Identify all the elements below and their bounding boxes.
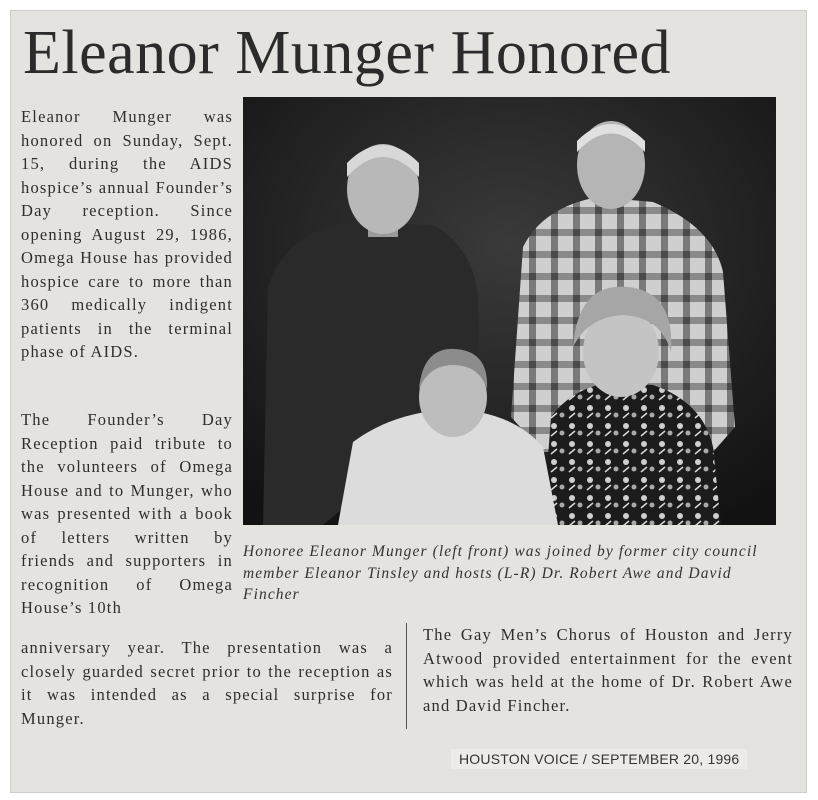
photo-caption: Honoree Eleanor Munger (left front) was joined by former city council member Eleanor Tinsley and hosts (L-R) Dr. Robert Awe and David Fincher xyxy=(243,543,758,603)
group-photo-image xyxy=(243,97,776,525)
headline: Eleanor Munger Honored xyxy=(23,19,672,87)
article-paragraph-2-wide: anniversary year. The presentation was a closely guarded secret prior to the reception as it was intended as a special surprise for Munger. xyxy=(21,638,393,728)
source-line: HOUSTON VOICE / SEPTEMBER 20, 1996 xyxy=(451,749,747,769)
article-paragraph-1: Eleanor Munger was honored on Sunday, Sept. 15, during the AIDS hospice’s annual Founder’s Day reception. Since opening August 29, 1986, Omega House has provided hospice care to more than 360 medically indigent patients in the terminal phase of AIDS. xyxy=(21,107,233,361)
article-paragraph-2-narrow: The Founder’s Day Reception paid tribute to the volunteers of Omega House and to Munger, who was presented with a book of letters written by friends and supporters in recognition of Omega House’s 10th xyxy=(21,410,233,617)
newspaper-clipping xyxy=(10,10,807,793)
article-paragraph-3: The Gay Men’s Chorus of Houston and Jerry Atwood provided entertainment for the event which was held at the home of Dr. Robert Awe and David Fincher. xyxy=(423,625,793,715)
column-divider xyxy=(406,623,407,729)
group-photo xyxy=(243,97,776,525)
